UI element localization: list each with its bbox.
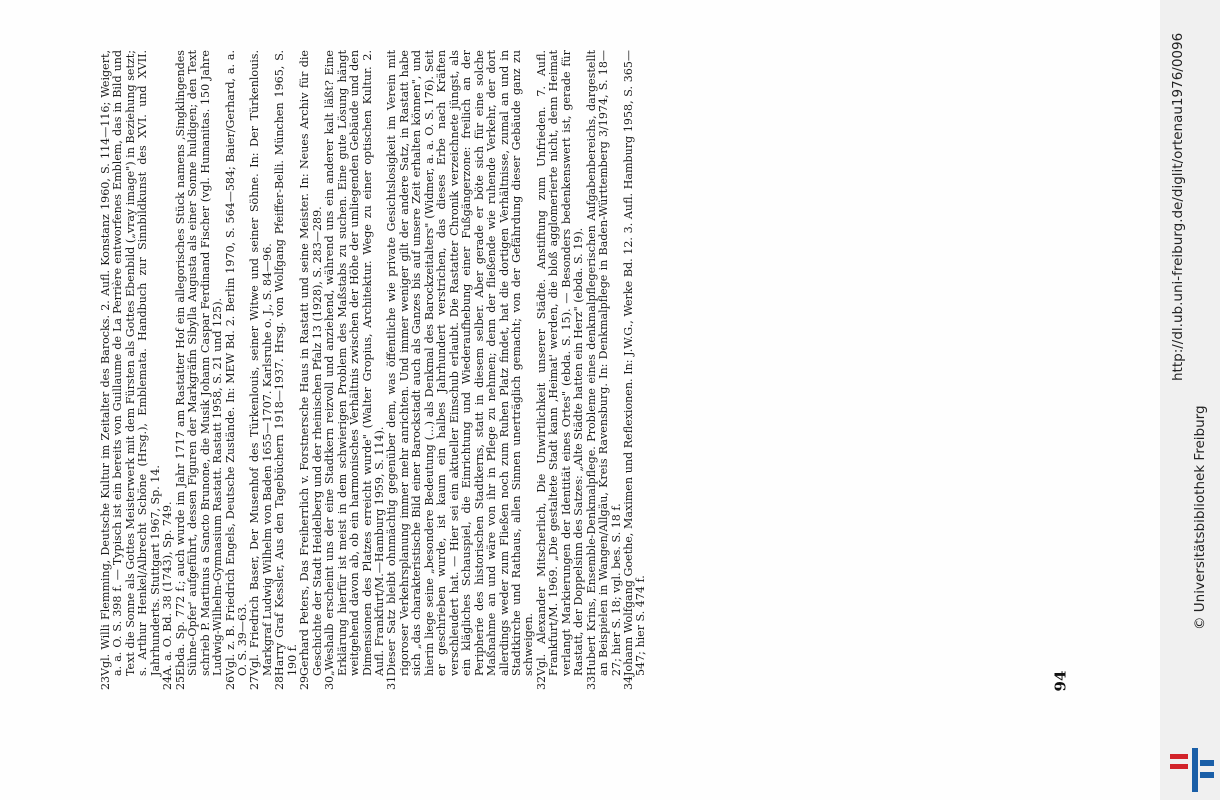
logo-bar-blue-2 — [1200, 760, 1214, 766]
footnote-number: 23 — [99, 675, 112, 690]
footnote-text: Ebda. Sp. 772 f.; auch wurde im Jahr 1717 am Rastatter Hof ein allegorisches Stück namens ‚Singklingendes Sühne-Opfer' aufgeführt, dessen Figuren der Markgräfin Sibylla Augusta als einer Sonne huldigen; den Text schrieb P. Martinus a Sancto Brunone, die Musik Johann Caspar Ferdinand Fischer (vgl. Humanitas. 150 Jahre Ludwig-Wilhelm-Gymnasium Rastatt. Rastatt 1958, S. 21 und 125). — [173, 50, 225, 676]
footnote — [536, 50, 586, 690]
footnote-number: 34 — [622, 675, 636, 690]
logo-bar-red-1 — [1170, 754, 1188, 759]
footnote — [324, 50, 386, 690]
footnote-text: Vgl. Friedrich Baser, Der Musenhof des Türkenlouis, seiner Witwe und seiner Söhne. In: Der Türkenlouis. Markgraf Ludwig Wilhelm von Baden 1655—1707. Karlsruhe o. J., S. 84—96. — [248, 50, 274, 676]
footnote-text: A. a. O. Bd. 38 (1743), Sp. 749. — [161, 501, 175, 676]
library-logo — [1166, 740, 1216, 800]
page-number: 94 — [1051, 670, 1070, 692]
source-url-link[interactable]: http://dl.ub.uni-freiburg.de/diglit/ortenau1976/0096 — [1170, 32, 1186, 381]
footnote-text: Hubert Krins, Ensemble-Denkmalpflege. Probleme eines denkmalpflegerischen Aufgabenbereichs, dargestellt an Beispielen in Wangen/Allgäu, Kreis Ravensburg. In: Denkmalpflege in Baden-Württemberg 3/1974, S. 18—27; hier S. 18; vgl. bes. S. 18 f. — [584, 50, 623, 676]
footnote-text: Vgl. Willi Flemming, Deutsche Kultur im Zeitalter des Barocks. 2. Aufl. Konstanz 1960, S. 114—116; Weigert, a. a. O. S. 398 f. — Typisch ist ein bereits von Guillaume de La Perrière entworfenes Emblem, das in Bild und Text die Sonne als Gottes Meisterwerk mit dem Fürsten als Gottes Ebenbild („vray image") in Beziehung setzt; s. Arthur Henkel/Albrecht Schöne (Hrsg.), Emblemata. Handbuch zur Sinnbildkunst des XVI. und XVII. Jahrhunderts. Stuttgart 1967, Sp. 14. — [99, 50, 162, 676]
footnote-text: Harry Graf Kessler, Aus den Tagebüchern 1918—1937. Hrsg. von Wolfgang Pfeiffer-Belli. München 1965, S. 190 f. — [273, 50, 299, 676]
footnote-number: 27 — [248, 675, 262, 690]
footnote-number: 28 — [273, 675, 287, 690]
footnote — [175, 50, 225, 690]
footnote-text: Vgl. z. B. Friedrich Engels, Deutsche Zustände. In: MEW Bd. 2. Berlin 1970, S. 564—584; Baier/Gerhard, a. a. O. S. 39—63. — [223, 50, 249, 676]
footnote — [586, 50, 623, 690]
footnote — [162, 50, 174, 690]
footnote — [274, 50, 299, 690]
logo-bar-blue-3 — [1200, 772, 1214, 778]
footnote — [623, 50, 648, 690]
copyright-notice: © Universitätsbibliothek Freiburg — [1192, 405, 1208, 630]
footnote-number: 32 — [534, 675, 548, 690]
footnote — [299, 50, 324, 690]
logo-bar-blue-1 — [1192, 748, 1198, 792]
footnote — [249, 50, 274, 690]
footnote-number: 24 — [161, 675, 175, 690]
logo-bar-red-2 — [1170, 764, 1188, 769]
footnote-text: Gerhard Peters, Das Freiherrlich v. Forstnersche Haus in Rastatt und seine Meister. In: Neues Archiv für die Geschichte der Stadt Heidelberg und der rheinischen Pfalz 13 (1928), S. 283—289. — [298, 50, 324, 676]
footnote-number: 33 — [584, 675, 598, 690]
footnote-text: Johann Wolfgang Goethe, Maximen und Reflexionen. In: J.W.G., Werke Bd. 12. 3. Aufl. Hamburg 1958, S. 365—547; hier S. 474 f. — [622, 50, 648, 676]
footnote — [225, 50, 250, 690]
library-sidebar — [1160, 0, 1220, 800]
footnote-number: 31 — [385, 675, 399, 690]
footnote — [386, 50, 535, 690]
footnote-text: Vgl. Alexander Mitscherlich, Die Unwirtlichkeit unserer Städte. Anstiftung zum Unfrieden. 7. Aufl. Frankfurt/M. 1969. „Die gestaltete Stadt kann ‚Heimat' werden, die bloß agglomerierte nicht, denn Heimat verlangt Markierungen der Identität eines Ortes" (ebda. S. 15). — Besonders bedenkenswert ist, gerade für Rastatt, der Doppelsinn des Satzes: „Alte Städte hatten ein Herz" (ebda. S. 19). — [534, 50, 586, 676]
footnote-number: 25 — [173, 675, 187, 690]
footnotes-block — [100, 50, 648, 690]
footnote-text: „Weshalb erscheint uns der eine Stadtkern reizvoll und anziehend, während uns ein anderer kalt läßt? Eine Erklärung hierfür ist meist in dem schwierigen Problem des Maßstabs zu suchen. Eine gute Lösung hängt weitgehend davon ab, ob ein harmonisches Verhältnis zwischen der Höhe der umliegenden Gebäude und den Dimensionen des Platzes erreicht wurde" (Walter Gropius, Architektur. Wege zu einer optischen Kultur. 2. Aufl. Frankfurt/M.—Hamburg 1959, S. 114). — [323, 50, 386, 676]
footnote — [100, 50, 162, 690]
footnote-text: Dieser Satz bleibt ohnmächtig gegenüber dem, was öffentliche wie private Gesichtslosigkeit im Verein mit rigoroser Verkehrsplanung immer mehr anrichten. Und immer weniger gilt der andere Satz, in Rastatt habe sich „das charakteristische Bild einer Barockstadt auch als Ganzes bis auf unsere Zeit erhalten können", und hierin liege seine „besondere Bedeutung (...) als Denkmal des Barockzeitalters" (Widmer, a. a. O. S. 176). Seit er geschrieben wurde, ist kaum ein halbes Jahrhundert verstrichen, das dieses Erbe nach Kräften verschleudert hat. — Hier sei ein aktueller Einschub erlaubt. Die Rastatter Chronik verzeichnete jüngst, als ein klägliches Schauspiel, die Einrichtung und Wiederaufhebung einer Fußgängerzone: freilich an der Peripherie des historischen Stadtkerns, statt in diesem selber. Aber gerade er böte sich für eine solche Maßnahme an und wäre von ihr in Pflege zu nehmen; denn der fließende wie ruhende Verkehr, der dort allerdings weder zum Fließen noch zum Ruhen Platz findet, hat die dortigen Verhältnisse, zumal an und in Stadtkirche und Rathaus, allen Sinnen unerträglich gemacht; von der Gefährdung dieser Gebäude ganz zu schweigen. — [385, 50, 536, 676]
footnote-number: 30 — [323, 675, 337, 690]
footnote-number: 26 — [223, 675, 237, 690]
footnote-number: 29 — [298, 675, 312, 690]
